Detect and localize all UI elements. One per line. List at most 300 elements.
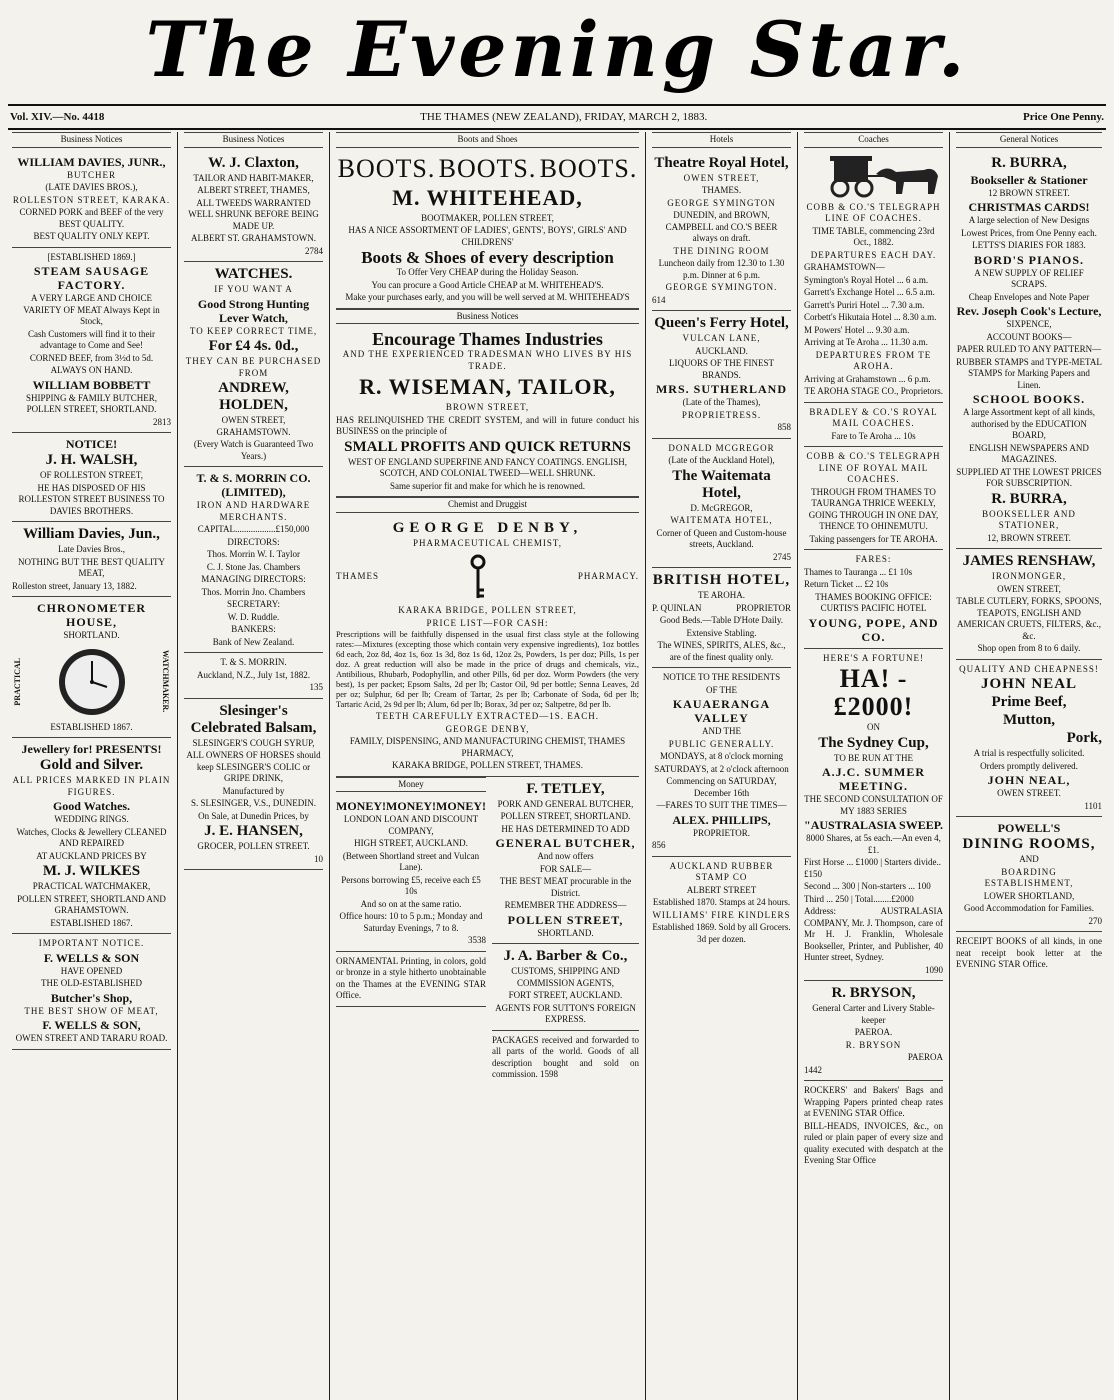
ad-number: 2813 <box>153 416 171 427</box>
ad-line: Corner of Queen and Custom-house streets, Auckland. <box>656 527 787 549</box>
timetable-row: Corbett's Hikutaia Hotel ... 8.30 a.m. <box>804 312 937 322</box>
ad-title: "AUSTRALASIA SWEEP. <box>804 818 943 832</box>
ad-line: REMEMBER THE ADDRESS— <box>504 900 627 910</box>
ad-title: W. J. Claxton, <box>208 154 299 171</box>
ad-line: W. D. Ruddle. <box>227 611 280 622</box>
ad-line: Good Beds.—Table D'Hote Daily. <box>659 615 784 625</box>
ad-title: Bookseller & Stationer <box>970 172 1088 187</box>
ad-line: LETTS'S DIARIES FOR 1883. <box>972 240 1086 250</box>
ad-line: BOOTMAKER, POLLEN STREET, <box>421 212 554 223</box>
ad-line: Thos. Morrin W. I. Taylor <box>207 549 300 559</box>
ad-claxton-tailor <box>184 151 323 263</box>
ad-number: 1090 <box>925 964 943 975</box>
ad-line: BOOKSELLER AND STATIONER, <box>982 508 1076 530</box>
ad-title: AUCKLAND RUBBER STAMP CO <box>669 860 774 882</box>
ad-line: OWEN STREET AND TARARU ROAD. <box>15 1033 168 1043</box>
masthead-rule-bottom <box>8 128 1106 130</box>
ad-line: Commencing on SATURDAY, December 16th <box>666 776 777 798</box>
section-header: Money <box>336 777 486 793</box>
ad-title: J. H. WALSH, <box>45 452 138 468</box>
ad-line: DUNEDIN, and BROWN, CAMPBELL and CO.'S BEER always on draft. <box>665 210 778 243</box>
ad-line: The WINES, SPIRITS, ALES, &c., are of the finest quality only. <box>657 640 786 662</box>
ad-title: CHRONOMETER HOUSE, <box>36 601 146 629</box>
ad-line: MANAGING DIRECTORS: <box>201 574 306 584</box>
ad-title: Jewellery for! PRESENTS! <box>21 742 162 756</box>
ad-line: AUCKLAND. <box>695 345 748 356</box>
ad-line: SIXPENCE, <box>1006 319 1052 329</box>
ad-title: A.J.C. SUMMER MEETING. <box>822 765 925 793</box>
ad-line: THE BEST MEAT procurable in the District. <box>499 876 632 898</box>
ad-title: JAMES RENSHAW, <box>962 553 1096 569</box>
section-header: General Notices <box>956 132 1102 148</box>
ad-line: Fare to Te Aroha ... 10s <box>831 430 916 441</box>
lower-ads-row <box>336 777 639 1085</box>
ad-line: R. BRYSON <box>845 1039 902 1050</box>
newspaper-title: The Evening Star. <box>145 5 969 94</box>
ad-line: TAILOR AND HABIT-MAKER, <box>193 172 314 183</box>
ad-line: C. J. Stone Jas. Chambers <box>206 561 301 572</box>
ad-line: DONALD MCGREGOR <box>668 442 775 453</box>
section-header: Business Notices <box>184 132 323 148</box>
ad-line: [ESTABLISHED 1869.] <box>47 251 136 262</box>
ad-line: THE OLD-ESTABLISHED <box>40 978 143 988</box>
ad-title: Rev. Joseph Cook's Lecture, <box>956 304 1102 318</box>
ad-line: Make your purchases early, and you will be well served at M. WHITEHEAD'S <box>345 292 630 302</box>
ad-line: KARAKA BRIDGE, POLLEN STREET, <box>398 605 577 615</box>
ad-line: THAMES BOOKING OFFICE: CURTIS'S PACIFIC HOTEL <box>815 591 932 613</box>
ad-wilkes-jeweller <box>12 738 171 934</box>
ad-title: ALEX. PHILLIPS, <box>672 812 771 827</box>
ad-line: GEORGE SYMINGTON. <box>665 282 778 292</box>
ad-line: Orders promptly delivered. <box>980 760 1078 771</box>
masthead <box>0 0 1114 100</box>
ad-line: ACCOUNT BOOKS— <box>986 331 1072 342</box>
ad-line: HIGH STREET, AUCKLAND. <box>354 838 468 848</box>
ad-rubber-stamp-co <box>652 857 791 950</box>
issue-info-bar <box>10 108 1104 126</box>
ad-line: HAS A NICE ASSORTMENT OF LADIES', GENTS', BOYS', GIRLS' AND CHILDRENS' <box>348 225 627 247</box>
ad-title: BRITISH HOTEL, <box>652 572 791 588</box>
ad-title: CHRISTMAS CARDS! <box>968 200 1090 214</box>
ad-line: BANKERS: <box>231 624 276 634</box>
ad-line: Established 1869. Sold by all Grocers. 3d per dozen. <box>652 922 791 944</box>
ad-title: IMPORTANT NOTICE. <box>38 938 145 948</box>
ad-title: M. WHITEHEAD, <box>392 184 583 210</box>
ad-line: TO KEEP CORRECT TIME, <box>189 325 318 336</box>
ad-line: To Offer Very CHEAP during the Holiday Season. <box>396 267 579 277</box>
ad-title: Queen's Ferry Hotel, <box>654 315 789 331</box>
ad-line: PUBLIC GENERALLY. <box>668 738 775 749</box>
ad-line: TABLE CUTLERY, FORKS, SPOONS, TEAPOTS, ENGLISH AND AMERICAN CRUETS, FILTERS, &c., &c. <box>956 596 1102 641</box>
ad-title: NOTICE TO THE RESIDENTS <box>662 672 781 682</box>
column-5 <box>798 132 950 1400</box>
ad-line: HAVE OPENED <box>60 965 123 976</box>
prize-row: Third ... 250 | Total........£2000 <box>804 893 914 904</box>
ad-line: ESTABLISHED 1867. <box>50 721 133 732</box>
ad-title: The Sydney Cup, <box>818 734 929 751</box>
ad-line: GROCER, POLLEN STREET. <box>197 841 310 851</box>
ad-line: BEST QUALITY ONLY KEPT. <box>33 231 150 241</box>
ad-line: PORK AND GENERAL BUTCHER, <box>497 798 634 809</box>
ad-title: J. A. Barber & Co., <box>503 948 628 964</box>
page-columns <box>6 132 1108 1400</box>
ad-number: 135 <box>309 682 323 692</box>
ad-line: LONDON LOAN AND DISCOUNT COMPANY, <box>343 814 479 836</box>
ad-bradley-coaches <box>804 403 943 448</box>
ad-line: A large Assortment kept of all kinds, authorised by the EDUCATION BOARD, <box>962 407 1096 440</box>
ad-receipt-books <box>956 932 1102 975</box>
ad-line: DEPARTURES EACH DAY. <box>810 249 937 260</box>
ad-line: PROPRIETOR. <box>692 827 751 838</box>
ad-line: —FARES TO SUIT THE TIMES— <box>656 800 787 810</box>
ad-line: Late Davies Bros., <box>58 544 125 554</box>
ad-sydney-cup-sweep <box>804 649 943 982</box>
ad-packages <box>492 1031 639 1085</box>
ad-line: Address: AUSTRALASIA COMPANY, Mr. J. Thompson, care of Mr H. J. Franklin, Wholesale Bookseller, Printer, and Publisher, 40 Hunter street, Sydney. <box>804 906 943 962</box>
ad-line: CORNED PORK and BEEF of the very BEST QUALITY. <box>19 207 164 229</box>
ad-line: You can procure a Good Article CHEAP at M. WHITEHEAD'S. <box>371 279 604 290</box>
ad-line: LIQUORS OF THE FINEST BRANDS. <box>668 358 775 380</box>
boots-word: BOOTS. <box>337 153 436 183</box>
ad-line: Established 1870. Stamps at 24 hours. <box>652 897 791 907</box>
ad-line: PACKAGES received and forwarded to all parts of the world. Goods of all description bought and sold on commission. 1598 <box>492 1034 639 1079</box>
ad-line: OWEN STREET, <box>683 172 760 183</box>
ad-line: ENGLISH NEWSPAPERS AND MAGAZINES. <box>969 442 1089 464</box>
ad-barber-agents <box>492 944 639 1031</box>
clock-icon <box>57 647 127 717</box>
ad-line: Taking passengers for TE AROHA. <box>809 533 938 544</box>
ad-title: BRADLEY & CO.'S ROYAL MAIL COACHES. <box>809 406 938 428</box>
ad-title: POLLEN STREET, <box>507 912 624 927</box>
ad-whitehead-boots <box>336 151 639 309</box>
ad-line: THEY CAN BE PURCHASED FROM <box>185 356 322 378</box>
ad-title: J. E. HANSEN, <box>204 823 303 839</box>
ad-line: HE HAS DISPOSED OF HIS ROLLESTON STREET BUSINESS TO DAVIES BROTHERS. <box>18 482 165 516</box>
ad-number: 270 <box>1088 915 1102 926</box>
ad-line: IRONMONGER, <box>991 571 1067 581</box>
ad-line: PROPRIETRESS. <box>681 409 762 420</box>
ad-sausage-factory <box>12 248 171 434</box>
ad-title: For £4 4s. 0d., <box>208 338 299 354</box>
ad-line: Manufactured by <box>222 785 285 796</box>
ad-line: THE SECOND CONSULTATION OF MY 1883 SERIES <box>804 794 943 816</box>
ad-side-text: WATCHMAKER. <box>161 650 170 713</box>
ad-line: (Every Watch is Guaranteed Two Years.) <box>193 439 314 461</box>
ad-watches-holden <box>184 262 323 467</box>
ad-line: SECRETARY: <box>227 599 280 609</box>
ad-line: (Late of the Auckland Hotel), <box>668 455 775 465</box>
ad-line: FAMILY, DISPENSING, AND MANUFACTURING CHEMIST, THAMES PHARMACY, <box>349 736 626 758</box>
volume-number: Vol. XIV.—No. 4418 <box>10 111 105 123</box>
ad-title: Encourage Thames Industries <box>372 329 603 349</box>
ad-british-hotel <box>652 568 791 668</box>
ad-line: SHORTLAND. <box>63 630 120 640</box>
ad-title: WILLIAM DAVIES, JUNR., <box>17 154 166 169</box>
section-header: Hotels <box>652 132 791 148</box>
ad-number: 856 <box>652 840 666 850</box>
ad-title: STEAM SAUSAGE FACTORY. <box>33 264 150 292</box>
ad-printing-office <box>804 1081 943 1171</box>
ad-line: OF THE <box>705 684 738 695</box>
ad-line: D. McGREGOR, <box>690 502 753 513</box>
ad-line: ALL PRICES MARKED IN PLAIN FIGURES. <box>12 775 171 797</box>
ad-line: SUPPLIED AT THE LOWEST PRICES FOR SUBSCRIPTION. <box>956 466 1102 488</box>
ad-title: COBB & CO.'S TELEGRAPH LINE OF ROYAL MAIL COACHES. <box>806 451 941 484</box>
ad-chronometer-house <box>12 597 171 738</box>
ad-line: KARAKA BRIDGE, POLLEN STREET, THAMES. <box>392 760 583 770</box>
ad-line: POLLEN STREET, SHORTLAND AND GRAHAMSTOWN. <box>17 893 166 915</box>
ad-title: WILLIAM BOBBETT <box>32 377 151 392</box>
ad-line: AGENTS FOR SUTTON'S FOREIGN EXPRESS. <box>495 1002 636 1024</box>
ad-line: T. & S. MORRIN. <box>220 657 287 667</box>
ad-line: TE AROHA. <box>698 590 745 600</box>
ad-line: NOTHING BUT THE BEST QUALITY MEAT, <box>18 556 165 578</box>
boots-word: BOOTS. <box>438 153 537 183</box>
column-6 <box>950 132 1108 1400</box>
ad-line: Office hours: 10 to 5 p.m.; Monday and Saturday Evenings, 7 to 8. <box>339 911 483 933</box>
ad-line: PRACTICAL WATCHMAKER, <box>32 881 151 891</box>
ad-line: A NEW SUPPLY OF RELIEF SCRAPS. <box>974 267 1084 289</box>
ad-line: WEDDING RINGS. <box>54 814 129 824</box>
fare-row: Thames to Tauranga ... £1 10s <box>804 566 913 577</box>
ad-burra-bookseller <box>956 151 1102 550</box>
money-word: MONEY! <box>436 799 486 813</box>
ad-davies-butcher <box>12 151 171 248</box>
ad-title: JOHN NEAL <box>980 676 1078 692</box>
ad-royal-mail-coaches <box>804 447 943 550</box>
ad-line: Cash Customers will find it to their advantage to Come and See! <box>28 328 155 350</box>
ad-line: (Late of the Thames), <box>682 397 761 407</box>
ad-title: NOTICE! <box>65 437 118 451</box>
ad-line: PROPRIETOR <box>736 602 791 613</box>
ad-line: OWEN STREET, GRAHAMSTOWN. <box>216 415 291 437</box>
ad-number: 1442 <box>804 1064 822 1075</box>
ad-title: BORD'S PIANOS. <box>973 252 1085 267</box>
ad-line: General Carter and Livery Stable-keeper <box>812 1003 935 1025</box>
ad-line: ROCKERS' and Bakers' Bags and Wrapping Papers printed cheap rates at EVENING STAR Office. <box>804 1085 943 1118</box>
ad-number: 3538 <box>468 935 486 945</box>
ad-line: BOARDING ESTABLISHMENT, <box>984 866 1074 888</box>
ad-title: SMALL PROFITS AND QUICK RETURNS <box>344 438 631 455</box>
ad-line: Shop open from 8 to 6 daily. <box>977 643 1081 653</box>
ad-side-text: PRACTICAL <box>13 657 22 706</box>
ad-morrin-notice <box>184 653 323 699</box>
ad-line: WAITEMATA HOTEL, <box>670 515 773 525</box>
ad-line: PHARMACEUTICAL CHEMIST, <box>412 537 562 548</box>
ad-john-neal <box>956 660 1102 818</box>
ad-title: MRS. SUTHERLAND <box>655 382 787 396</box>
ad-title: Pork, <box>1066 730 1102 746</box>
ad-davies-jun <box>12 522 171 597</box>
ad-line: ALWAYS ON HAND. <box>50 365 133 375</box>
ad-line: PRICE LIST—FOR CASH: <box>426 617 549 628</box>
ad-title: R. WISEMAN, TAILOR, <box>359 374 616 399</box>
ad-title: Good Watches. <box>52 799 131 813</box>
section-header: Chemist and Druggist <box>336 497 639 513</box>
ad-title: QUALITY AND CHEAPNESS! <box>959 663 1099 674</box>
prize-row: Second ... 300 | Non-starters ... 100 <box>804 881 931 891</box>
ad-cobb-coaches <box>804 151 943 403</box>
ad-line: IF YOU WANT A <box>214 284 293 294</box>
ad-line: ESTABLISHED 1867. <box>50 917 133 928</box>
ad-line: A VERY LARGE AND CHOICE VARIETY OF MEAT Always Kept in Stock, <box>23 293 160 326</box>
column-3 <box>330 132 646 1400</box>
key-icon <box>468 554 488 600</box>
column-1 <box>6 132 178 1400</box>
ad-line: 12, BROWN STREET. <box>987 532 1071 543</box>
ad-title: F. TETLEY, <box>526 780 605 797</box>
ad-title: Mutton, <box>1002 712 1056 728</box>
ad-line: IRON AND HARDWARE MERCHANTS. <box>196 500 311 522</box>
money-word: MONEY! <box>336 799 386 813</box>
ad-title: YOUNG, POPE, AND CO. <box>808 615 939 644</box>
ad-tetley-butcher <box>492 777 639 945</box>
tetley-column <box>492 777 639 1085</box>
ad-title: Butcher's Shop, <box>50 990 133 1005</box>
ad-line: GEORGE DENBY, <box>445 723 530 734</box>
coach-illustration-icon <box>804 154 944 200</box>
ad-line: ALL OWNERS OF HORSES should keep SLESINGER'S COLIC or GRIPE DRINK, <box>186 750 321 783</box>
ad-line: ALBERT ST. GRAHAMSTOWN. <box>191 233 316 243</box>
ad-line: P. QUINLAN <box>652 602 702 613</box>
money-word: MONEY! <box>386 799 436 813</box>
ad-morrin-company <box>184 467 323 653</box>
ad-number: 2745 <box>773 551 791 562</box>
ad-line: SATURDAYS, at 2 o'clock afternoon <box>654 763 789 774</box>
ad-line: OF ROLLESTON STREET, <box>40 470 143 480</box>
ad-line: Extensive Stabling. <box>686 627 757 638</box>
ad-line: A large selection of New Designs <box>968 215 1090 225</box>
timetable-row: Symington's Royal Hotel ... 6 a.m. <box>804 274 929 285</box>
ad-title: ANDREW, HOLDEN, <box>218 380 289 413</box>
timetable-row: M Powers' Hotel ... 9.30 a.m. <box>804 324 910 335</box>
ad-line: THE DINING ROOM <box>673 245 770 256</box>
ad-title: KAUAERANGA VALLEY <box>672 697 771 725</box>
ad-number: 2784 <box>305 245 323 256</box>
ad-line: Auckland, N.Z., July 1st, 1882. <box>197 669 310 680</box>
ad-line: GEORGE SYMINGTON <box>667 197 776 208</box>
ad-line: GRAHAMSTOWN— <box>804 262 885 272</box>
ad-title: Prime Beef, <box>991 694 1067 710</box>
ad-number: 858 <box>777 422 791 432</box>
section-header: Coaches <box>804 132 943 148</box>
ad-line: PHARMACY. <box>577 571 639 582</box>
prize-row: First Horse ... £1000 | Starters divide..£150 <box>804 857 942 879</box>
ad-title: F. WELLS & SON, <box>42 1018 141 1032</box>
ad-title: Slesinger's Celebrated Balsam, <box>190 702 317 736</box>
timetable-row: Arriving at Te Aroha ... 11.30 a.m. <box>804 337 928 347</box>
ad-title: GENERAL BUTCHER, <box>495 836 636 850</box>
ad-title: Theatre Royal Hotel, <box>654 154 789 171</box>
price: Price One Penny. <box>1023 111 1104 123</box>
ad-title: DINING ROOMS, <box>962 836 1096 852</box>
ad-ornamental-printing <box>336 952 486 1007</box>
ad-line: LOWER SHORTLAND, <box>983 890 1075 901</box>
ad-title: WILLIAMS' FIRE KINDLERS <box>652 909 791 920</box>
ad-line: Rolleston street, January 13, 1882. <box>12 580 137 591</box>
price-list-text: Prescriptions will be faithfully dispensed in the usual first class style at the following rates:—Mixtures (excepting those which contain very expensive ingredients), 1oz bottles 6d each, 2oz 8d, 4oz 1s, 6oz 1s 3d, 8oz 1s 6d, 12oz 2s, Powders, 1s per doz; Pills, 1s per doz. A great reduction will also be made in the price of drugs and chemicals, viz., Antibilious, Rhubarb, Podophyllin, and other Pills, 6d per doz. Worm Powders (the very best), 1s per packet; Epsom Salts, 2d per lb; Castor Oil, 9d per bottle; Senna Leaves, 2d per oz; Sulphur, 6d per lb; Cream of Tartar, 2s per lb; Carbonate of Soda, 6d per lb; Tartaric Acid, 2s 9d per lb; Alum, 6d per lb; Borax, 3d per oz; Saltpetre, 8d per lb. <box>336 630 639 709</box>
ad-line: ON <box>867 722 880 732</box>
ad-line: PAEROA <box>907 1052 943 1062</box>
ad-line: Lowest Prices, from One Penny each. <box>961 227 1097 238</box>
ad-line: On Sale, at Dunedin Prices, by <box>198 810 309 821</box>
column-2 <box>178 132 330 1400</box>
ad-line: And now offers <box>537 851 594 861</box>
ad-line: MONDAYS, at 8 o'clock morning <box>659 751 784 761</box>
ad-line: PAPER RULED TO ANY PATTERN— <box>956 344 1102 354</box>
ad-line: SHORTLAND. <box>537 927 594 938</box>
ad-title: R. BURRA, <box>991 154 1067 171</box>
dateline: THE THAMES (NEW ZEALAND), FRIDAY, MARCH 2, 1883. <box>420 111 708 123</box>
ad-line: RECEIPT BOOKS of all kinds, in one neat receipt book letter at the EVENING STAR Office. <box>956 936 1102 969</box>
ad-title: Good Strong Hunting Lever Watch, <box>197 296 310 325</box>
ad-number: 10 <box>314 853 323 864</box>
ad-line: ALBERT STREET, THAMES, <box>197 185 310 195</box>
money-column <box>336 777 486 1085</box>
ad-line: VULCAN LANE, <box>682 333 761 343</box>
ad-line: BUTCHER <box>66 169 116 180</box>
ad-line: THAMES <box>336 571 380 582</box>
ad-line: WEST OF ENGLAND SUPERFINE AND FANCY COATINGS. ENGLISH, SCOTCH, AND COLONIAL TWEED—WELL SHRUNK. <box>347 456 628 478</box>
ad-line: AND <box>1019 854 1039 864</box>
ad-title: WATCHES. <box>214 266 293 282</box>
column-4 <box>646 132 798 1400</box>
ad-bryson-carter <box>804 981 943 1081</box>
ad-line: Good Accommodation for Families. <box>964 903 1094 913</box>
ad-line: THE BEST SHOW OF MEAT, <box>24 1005 159 1016</box>
boots-banner <box>336 155 639 183</box>
ad-line: ALL TWEEDS WARRANTED WELL SHRUNK BEFORE BEING MADE UP. <box>188 197 319 231</box>
ad-line: AND THE <box>701 726 742 736</box>
ad-queens-ferry-hotel <box>652 311 791 439</box>
ad-line: AND THE EXPERIENCED TRADESMAN WHO LIVES BY HIS TRADE. <box>342 349 633 371</box>
ad-title: R. BRYSON, <box>831 985 916 1001</box>
ad-line: THAMES. <box>701 185 742 195</box>
ad-line: BROWN STREET, <box>445 402 530 412</box>
ad-line: Thos. Morrin Jno. Chambers <box>201 586 306 597</box>
ad-line: S. SLESINGER, V.S., DUNEDIN. <box>191 798 316 808</box>
ad-fares <box>804 550 943 649</box>
ad-line: SHIPPING & FAMILY BUTCHER, POLLEN STREET, SHORTLAND. <box>25 392 158 414</box>
fare-row: Return Ticket ... £2 10s <box>804 579 889 589</box>
ad-line: POLLEN STREET, SHORTLAND. <box>500 811 631 821</box>
ad-line: BILL-HEADS, INVOICES, &c., on ruled or plain paper of every size and quality executed with despatch at the Evening Star Office <box>804 1120 943 1165</box>
ad-line: CUSTOMS, SHIPPING AND COMMISSION AGENTS, <box>511 966 620 988</box>
ad-line: THROUGH FROM THAMES TO TAURANGA THRICE WEEKLY, GOING THROUGH IN ONE DAY, THENCE TO OHINEMUTU. <box>808 486 939 531</box>
ad-line: HAS RELINQUISHED THE CREDIT SYSTEM, and will in future conduct his BUSINESS on the principle of <box>336 414 639 436</box>
ad-walsh-notice <box>12 433 171 522</box>
ad-powells-dining <box>956 817 1102 932</box>
ad-line: (LATE DAVIES BROS.), <box>45 182 138 192</box>
ad-number: 614 <box>652 294 666 305</box>
ad-line: SLESINGER'S COUGH SYRUP, <box>192 737 315 748</box>
ad-kauaeranga-notice <box>652 668 791 857</box>
ad-wells-butcher <box>12 934 171 1050</box>
ad-line: TEETH CAREFULLY EXTRACTED—1S. EACH. <box>375 711 599 721</box>
ad-title: William Davies, Jun., <box>23 526 160 542</box>
ad-title: Gold and Silver. <box>39 757 144 773</box>
ad-line: FOR SALE— <box>539 863 592 874</box>
ad-line: CAPITAL..................£150,000 <box>197 524 310 534</box>
ad-denby-chemist <box>336 516 639 777</box>
ad-slesinger-balsam <box>184 699 323 871</box>
boots-word: BOOTS. <box>539 153 638 183</box>
ad-title: HA! - £2000! <box>833 664 914 721</box>
section-header: Business Notices <box>336 309 639 325</box>
ad-line: AT AUCKLAND PRICES BY <box>36 850 147 861</box>
ad-line: Watches, Clocks & Jewellery CLEANED AND REPAIRED <box>16 826 167 848</box>
ad-line: OWEN STREET. <box>997 788 1061 798</box>
